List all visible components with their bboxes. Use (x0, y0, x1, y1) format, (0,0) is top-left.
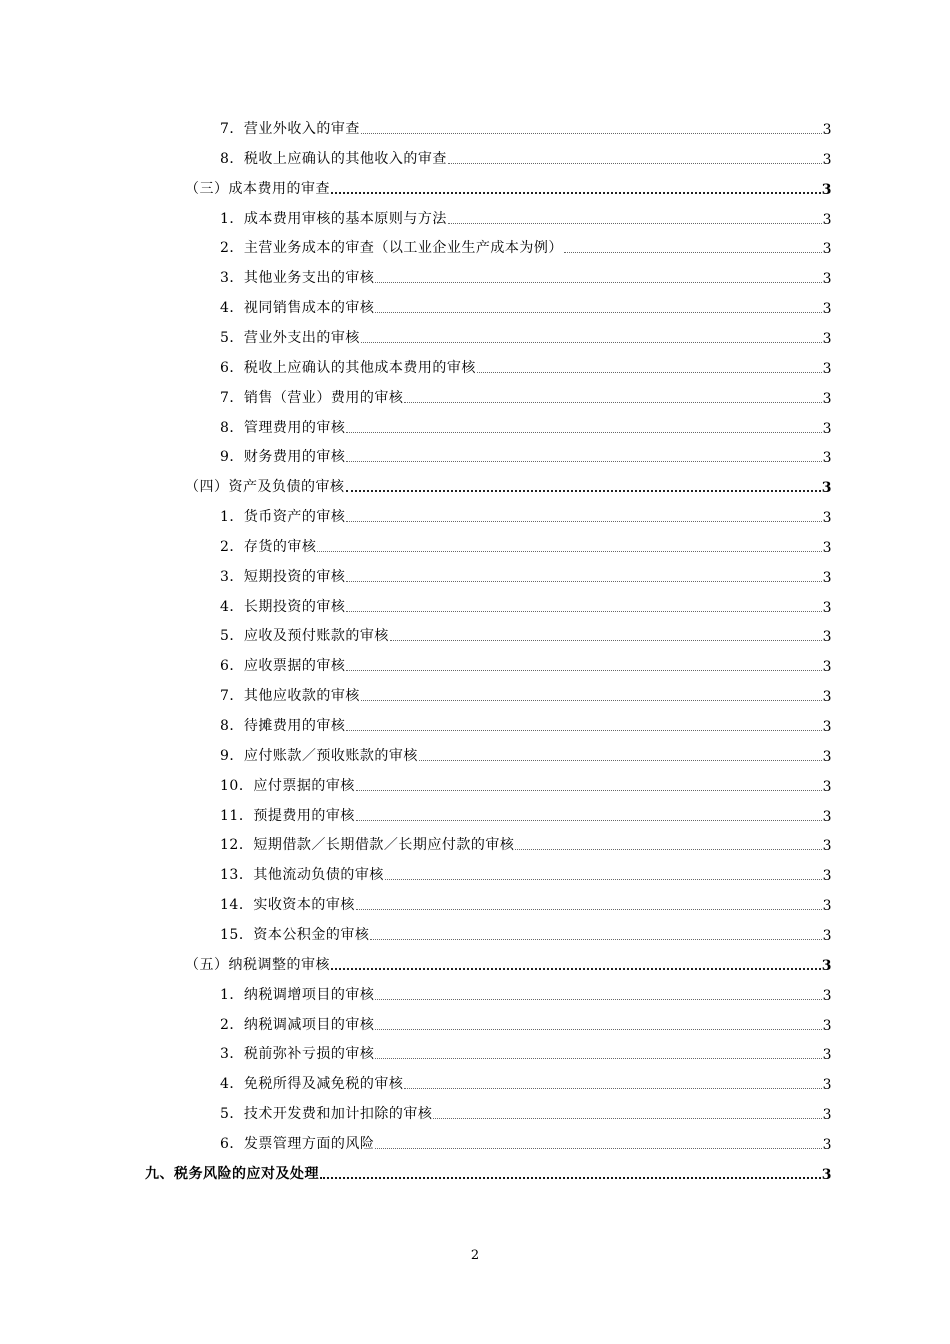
toc-entry[interactable] (220, 383, 832, 407)
toc-entry-label: 1．成本费用审核的基本原则与方法 (220, 210, 447, 227)
toc-entry-label: 2．纳税调减项目的审核 (220, 1016, 375, 1033)
toc-entry-page: 3 (821, 1166, 832, 1183)
toc-entry-label: 2．存货的审核 (220, 538, 317, 555)
toc-entry[interactable] (220, 353, 832, 377)
toc-entry-page: 3 (822, 450, 832, 467)
toc-entry-page: 3 (822, 241, 832, 258)
toc-entry-page: 3 (821, 480, 832, 497)
toc-entry[interactable] (220, 293, 832, 317)
toc-entry[interactable] (220, 830, 832, 854)
toc-entry-page: 3 (822, 330, 832, 347)
toc-entry-label: 4．视同销售成本的审核 (220, 300, 375, 317)
toc-dot-leader (356, 899, 822, 910)
toc-entry-page: 3 (822, 510, 832, 527)
toc-entry-page: 3 (822, 360, 832, 377)
toc-entry-page: 3 (822, 420, 832, 437)
toc-dot-leader (515, 839, 821, 850)
toc-dot-leader (375, 1138, 821, 1149)
toc-entry-label: 8．管理费用的审核 (220, 419, 346, 436)
toc-entry-label: 7．销售（营业）费用的审核 (220, 389, 404, 406)
toc-entry-page: 3 (822, 868, 832, 885)
toc-dot-leader (375, 989, 821, 1000)
toc-entry-page: 3 (822, 689, 832, 706)
toc-dot-leader (375, 272, 821, 283)
toc-entry-page: 3 (821, 181, 832, 198)
toc-entry[interactable] (220, 1099, 832, 1123)
toc-entry-label: 5．营业外支出的审核 (220, 329, 360, 346)
toc-entry-page: 3 (822, 301, 832, 318)
toc-entry-page: 3 (822, 211, 832, 228)
toc-entry-label: 3．短期投资的审核 (220, 568, 346, 585)
toc-entry-label: 14．实收资本的审核 (220, 897, 355, 914)
toc-entry-page: 3 (822, 539, 832, 556)
toc-dot-leader (317, 541, 821, 552)
toc-dot-leader (361, 123, 822, 134)
toc-entry[interactable] (185, 472, 832, 496)
toc-dot-leader (346, 480, 821, 492)
toc-dot-leader (477, 362, 822, 373)
toc-entry[interactable] (185, 950, 832, 974)
toc-entry[interactable] (220, 442, 832, 466)
toc-dot-leader (346, 720, 821, 731)
toc-entry-page: 3 (822, 1107, 832, 1124)
toc-entry-label: 4．长期投资的审核 (220, 598, 346, 615)
toc-entry-label: 7．其他应收款的审核 (220, 688, 360, 705)
toc-dot-leader (346, 422, 821, 433)
toc-entry-label: 8．税收上应确认的其他收入的审查 (220, 150, 447, 167)
toc-dot-leader (331, 182, 821, 194)
toc-entry[interactable] (220, 980, 832, 1004)
toc-dot-leader (564, 242, 822, 253)
toc-entry[interactable] (220, 413, 832, 437)
toc-entry-label: 8．待摊费用的审核 (220, 718, 346, 734)
toc-entry-page: 3 (822, 1017, 832, 1034)
toc-entry-label: 13．其他流动负债的审核 (220, 867, 384, 884)
toc-entry-label: 6．税收上应确认的其他成本费用的审核 (220, 359, 476, 376)
toc-entry[interactable] (185, 174, 832, 198)
toc-entry-label: 6．应收票据的审核 (220, 658, 346, 675)
toc-entry-label: （五）纳税调整的审核 (185, 956, 330, 973)
toc-entry-page: 3 (822, 778, 832, 795)
toc-dot-leader (419, 750, 822, 761)
toc-dot-leader (404, 1078, 821, 1089)
toc-dot-leader (448, 213, 822, 224)
toc-entry[interactable] (220, 502, 832, 526)
toc-entry[interactable] (220, 562, 832, 586)
toc-entry[interactable] (220, 681, 832, 705)
toc-entry[interactable] (220, 1010, 832, 1034)
toc-entry-label: （四）资产及负债的审核 (185, 479, 345, 496)
toc-entry-label: 9．应付账款／预收账款的审核 (220, 747, 418, 764)
toc-entry-label: 9．财务费用的审核 (220, 449, 346, 466)
toc-entry-label: 5．应收及预付账款的审核 (220, 628, 389, 645)
toc-entry[interactable] (220, 860, 832, 884)
toc-dot-leader (361, 332, 822, 343)
toc-entry-page: 3 (822, 927, 832, 944)
toc-entry[interactable] (145, 1159, 832, 1183)
toc-entry-page: 3 (822, 569, 832, 586)
toc-dot-leader (346, 660, 821, 671)
toc-entry-label: 15．资本公积金的审核 (220, 926, 370, 943)
toc-entry[interactable] (220, 114, 832, 138)
toc-entry-page: 3 (822, 1047, 832, 1064)
toc-dot-leader (346, 511, 821, 522)
toc-entry[interactable] (220, 771, 832, 795)
toc-entry[interactable] (220, 920, 832, 944)
toc-dot-leader (320, 1167, 821, 1179)
toc-entry[interactable] (220, 1039, 832, 1063)
toc-dot-leader (433, 1108, 821, 1119)
toc-entry-label: 5．技术开发费和加计扣除的审核 (220, 1106, 433, 1123)
toc-entry-page: 3 (822, 748, 832, 765)
toc-dot-leader (448, 153, 822, 164)
toc-entry-page: 3 (822, 719, 832, 735)
toc-entry[interactable] (220, 263, 832, 287)
toc-entry-page: 3 (822, 838, 832, 855)
toc-entry-label: 6．发票管理方面的风险 (220, 1135, 375, 1152)
toc-dot-leader (346, 571, 821, 582)
toc-entry[interactable] (220, 621, 832, 645)
toc-entry-page: 3 (821, 957, 832, 974)
toc-dot-leader (404, 392, 821, 403)
toc-dot-leader (346, 601, 821, 612)
toc-entry[interactable] (220, 1069, 832, 1093)
toc-entry[interactable] (220, 592, 832, 616)
toc-entry-label: 3．其他业务支出的审核 (220, 270, 375, 287)
toc-entry-page: 3 (822, 271, 832, 288)
toc-dot-leader (370, 929, 821, 940)
toc-dot-leader (390, 630, 822, 641)
toc-entry[interactable] (220, 801, 832, 825)
toc-entry-page: 3 (822, 390, 832, 407)
toc-entry[interactable] (220, 204, 832, 228)
toc-entry-label: 4．免税所得及减免税的审核 (220, 1076, 404, 1093)
toc-entry-page: 3 (822, 151, 832, 168)
toc-entry[interactable] (220, 890, 832, 914)
toc-entry-page: 3 (822, 629, 832, 646)
page-number: 2 (470, 1248, 480, 1263)
toc-entry-label: 7．营业外收入的审查 (220, 121, 360, 137)
toc-entry-page: 3 (822, 599, 832, 616)
toc-entry-page: 3 (822, 808, 832, 825)
toc-entry-label: 1．纳税调增项目的审核 (220, 986, 375, 1003)
toc-entry-label: 12．短期借款／长期借款／长期应付款的审核 (220, 837, 515, 854)
toc-dot-leader (375, 302, 821, 313)
toc-entry-label: （三）成本费用的审查 (185, 180, 330, 197)
toc-entry-label: 10．应付票据的审核 (220, 777, 355, 794)
toc-entry[interactable] (220, 741, 832, 765)
toc-entry-page: 3 (822, 122, 832, 138)
toc-entry-page: 3 (822, 987, 832, 1004)
toc-entry-label: 11．预提费用的审核 (220, 807, 355, 824)
toc-entry[interactable] (220, 233, 832, 257)
toc-entry[interactable] (220, 651, 832, 675)
toc-entry-label: 2．主营业务成本的审查（以工业企业生产成本为例） (220, 240, 563, 257)
toc-dot-leader (356, 810, 822, 821)
toc-entry-page: 3 (822, 898, 832, 915)
toc-dot-leader (346, 451, 821, 462)
toc-dot-leader (361, 690, 822, 701)
toc-dot-leader (375, 1048, 821, 1059)
toc-dot-leader (375, 1019, 821, 1030)
toc-dot-leader (356, 780, 822, 791)
toc-entry[interactable] (220, 532, 832, 556)
toc-dot-leader (385, 869, 822, 880)
toc-entry-page: 3 (822, 1136, 832, 1153)
toc-entry-label: 3．税前弥补亏损的审核 (220, 1046, 375, 1063)
toc-entry[interactable] (220, 711, 832, 735)
toc-entry[interactable] (220, 323, 832, 347)
toc-entry[interactable] (220, 1129, 832, 1153)
toc-entry-page: 3 (822, 1077, 832, 1094)
toc-entry-label: 九、税务风险的应对及处理 (145, 1165, 319, 1182)
toc-entry-page: 3 (822, 659, 832, 676)
toc-entry-label: 1．货币资产的审核 (220, 509, 346, 526)
toc-entry[interactable] (220, 144, 832, 168)
toc-dot-leader (331, 958, 821, 970)
